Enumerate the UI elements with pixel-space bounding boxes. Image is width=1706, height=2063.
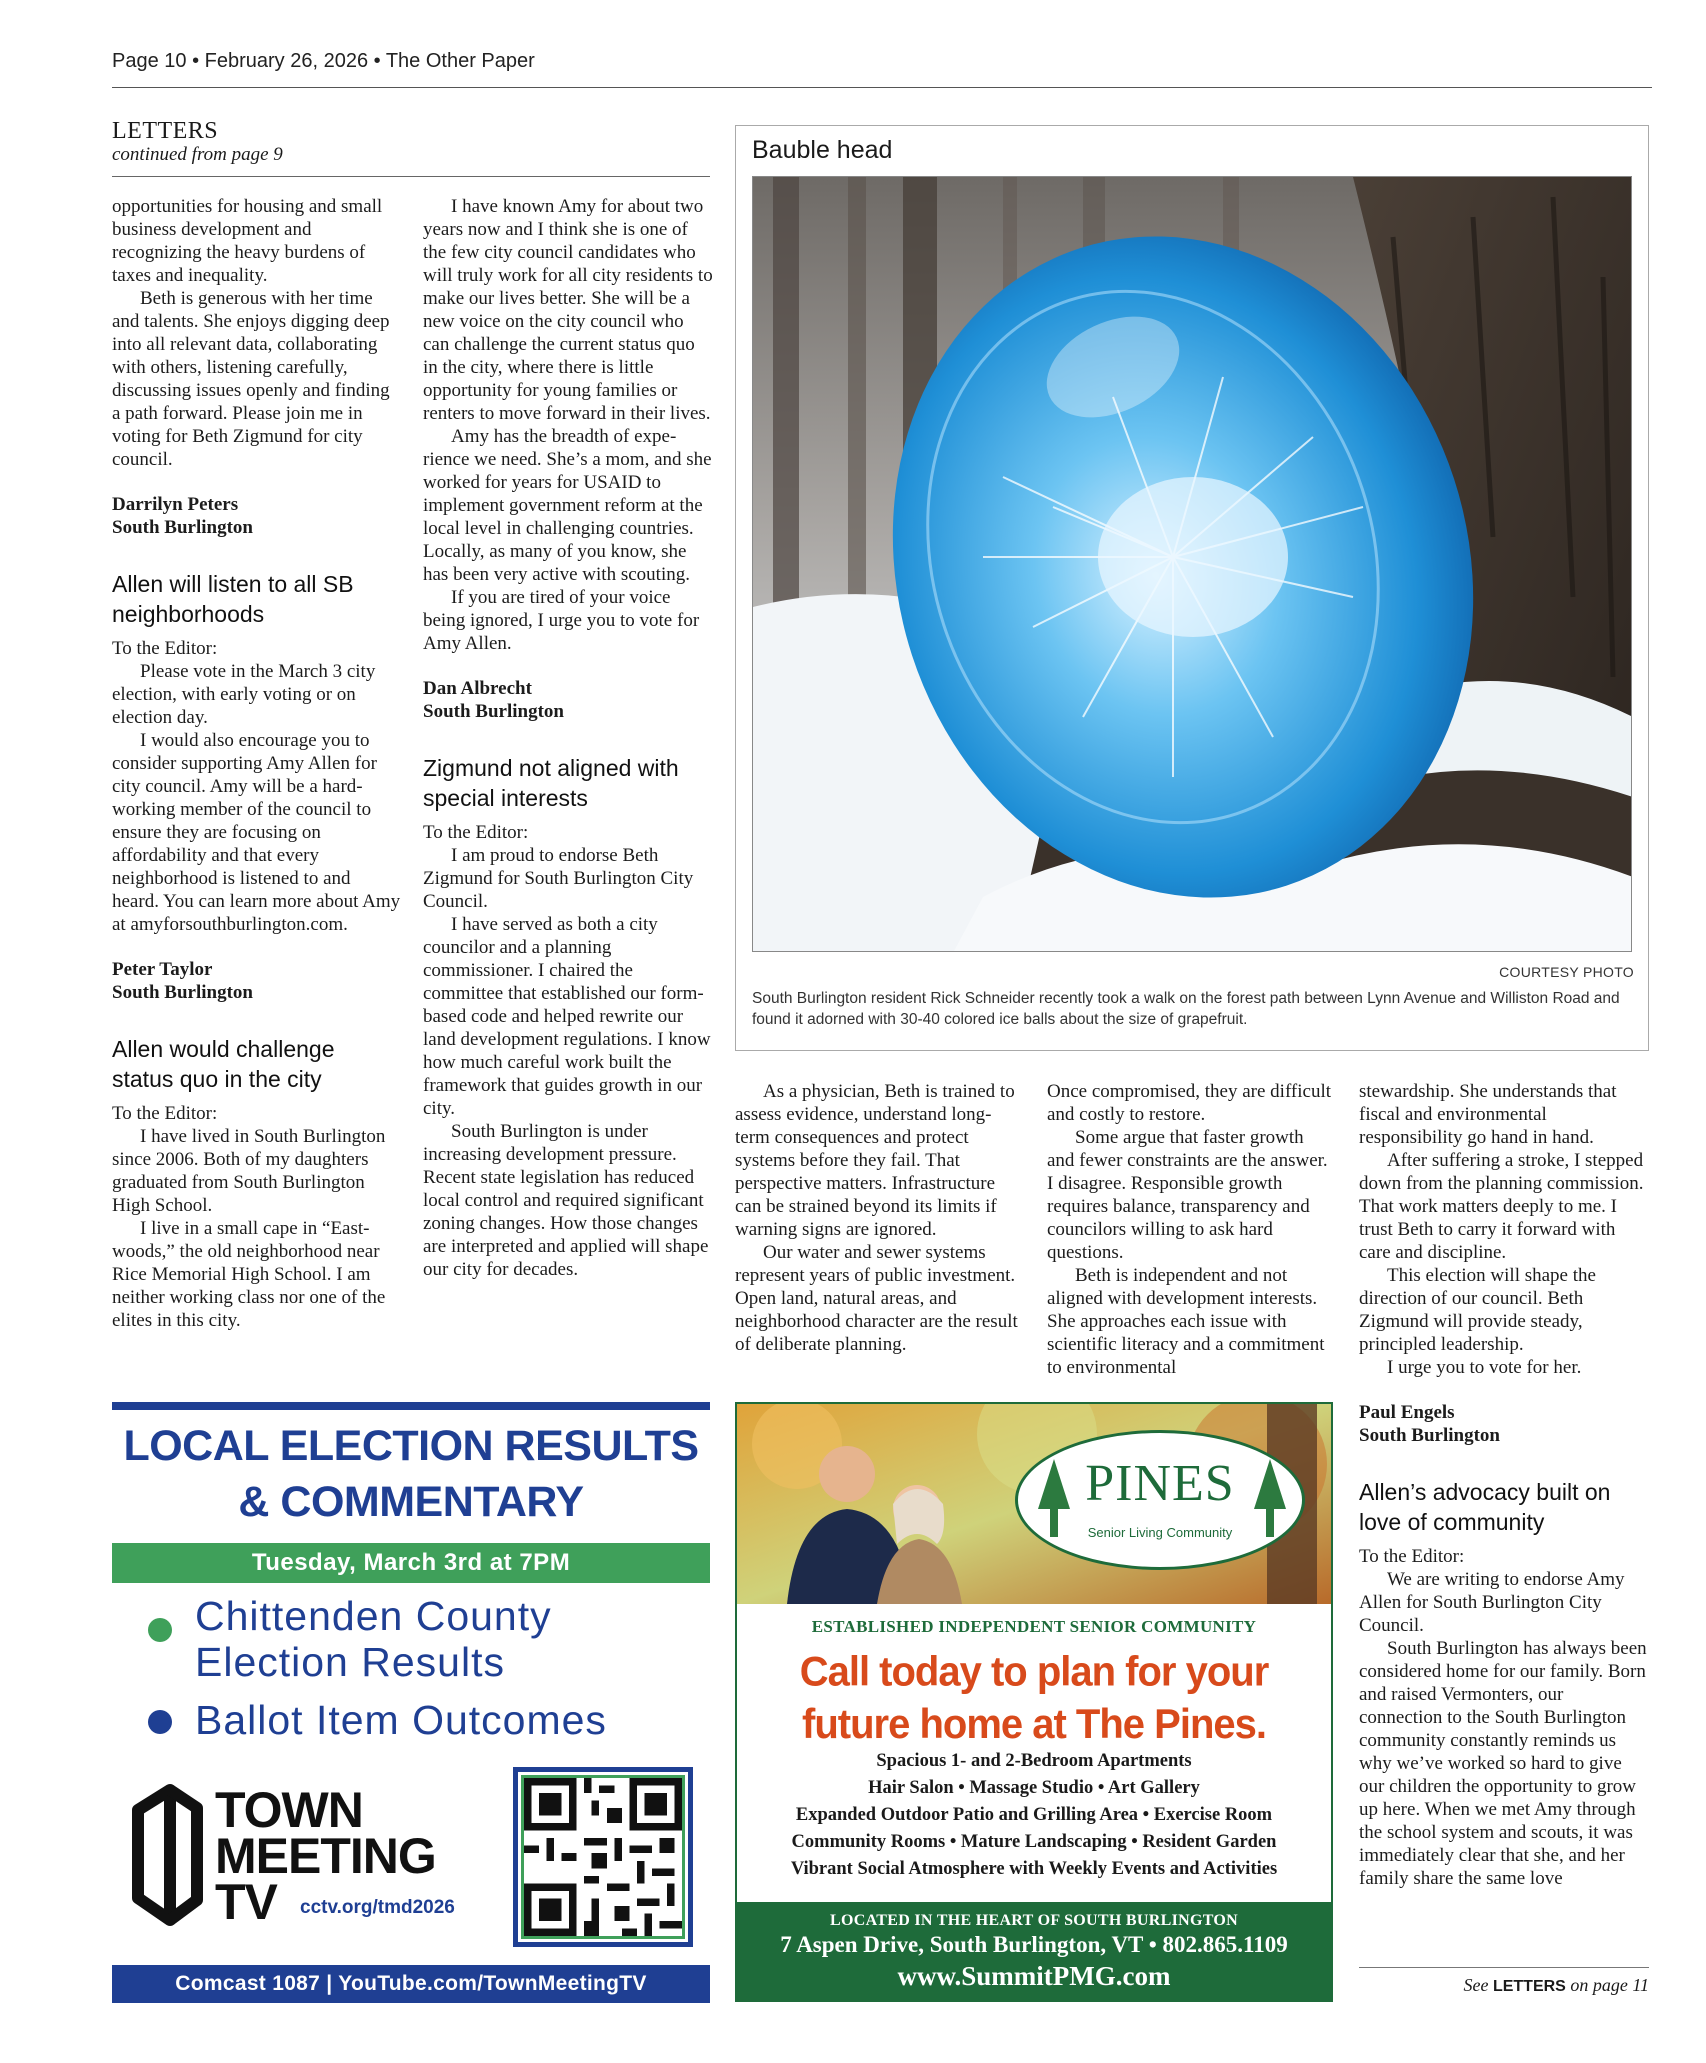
bullet-item <box>195 1593 552 1685</box>
pines-logo <box>1015 1430 1305 1570</box>
paragraph: Beth is generous with her time and talents. She enjoys digging deep into all relevant data, collaborating with others, listening carefully, discussing issues openly and finding a path forward. Please join me in voting for Beth Zigmund for city council. <box>112 288 390 470</box>
election-ad-title <box>112 1418 710 1530</box>
ice-ball-illustration <box>753 177 1632 952</box>
pines-feature: Expanded Outdoor Patio and Grilling Area • Exercise Room <box>795 1805 1273 1825</box>
paragraph: opportunities for housing and small business development and recognizing the heavy burdens of taxes and inequality. <box>112 196 383 286</box>
bullet-item: Ballot Item Outcomes <box>195 1697 607 1743</box>
column-4 <box>1047 1080 1332 1379</box>
pines-website[interactable]: www.SummitPMG.com <box>897 1961 1171 1991</box>
header-rule <box>112 87 1652 88</box>
continued-note: continued from page 9 <box>112 144 283 165</box>
signature-town: South Burlington <box>112 982 253 1003</box>
town-meeting-tv-logo-icon <box>130 1780 205 1930</box>
paragraph: South Burlington is under increasing development pressure. Recent state legislation has reduced local control and required significant zoning changes. How those changes are interpreted and applied will shape our city for decades. <box>423 1121 709 1280</box>
paragraph: I would also encourage you to consider supporting Amy Allen for city council. Amy will be a hard-working member of the council to ensure they are focusing on affordability and that every neighborhood is listened to and heard. You can learn more about Amy at amyforsouthburlington.com. <box>112 730 401 935</box>
paragraph: Our water and sewer systems represent years of public investment. Open land, natural areas, and neighborhood character are the result of deliberate planning. <box>735 1242 1018 1355</box>
paragraph: I have served as both a city councilor and a planning commissioner. I chaired the committee that established our form-based code and helped rewrite our land development regulations. I know how much careful work built the framework that guides growth in our city. <box>423 914 711 1119</box>
pines-feature: Spacious 1- and 2-Bedroom Apartments <box>876 1751 1192 1771</box>
signature-name: Peter Taylor <box>112 959 213 980</box>
pines-established: ESTABLISHED INDEPENDENT SENIOR COMMUNITY <box>811 1617 1257 1636</box>
paragraph: I have lived in South Burlington since 2006. Both of my daughters graduated from South Burlington High School. <box>112 1126 386 1216</box>
signature-town: South Burlington <box>423 701 564 722</box>
bullet-line: Chittenden County <box>195 1593 552 1639</box>
pines-call-to-action <box>737 1646 1331 1751</box>
letter-headline: Allen’s advocacy built on love of community <box>1359 1479 1611 1535</box>
pines-logo-text: PINES <box>1085 1455 1235 1512</box>
photo-title: Bauble head <box>752 136 893 164</box>
call-line: future home at The Pines. <box>802 1701 1266 1748</box>
election-date-bar: Tuesday, March 3rd at 7PM <box>112 1543 710 1583</box>
jump-section: LETTERS <box>1492 1978 1566 1995</box>
jump-suffix: on page 11 <box>1570 1975 1649 1995</box>
signature-town: South Burlington <box>1359 1425 1500 1446</box>
pines-feature: Vibrant Social Atmosphere with Weekly Events and Activities <box>790 1859 1278 1879</box>
pines-address: 7 Aspen Drive, South Burlington, VT • 802.865.1109 <box>780 1932 1288 1957</box>
paragraph: As a physician, Beth is trained to assess evidence, understand long-term consequences and protect systems before they fail. That perspective matters. Infrastructure can be strained beyond its limits if warning signs are ignored. <box>735 1081 1015 1240</box>
photo-caption: South Burlington resident Rick Schneider recently took a walk on the forest path between Lynn Avenue and Williston Road and found it adorned with 30-40 colored ice balls about the size of grapefruit. <box>752 990 1620 1028</box>
paragraph: Beth is independent and not aligned with development interests. She approaches each issue with scientific literacy and a commitment to environmental <box>1047 1265 1325 1378</box>
paragraph: I have known Amy for about two years now and I think she is one of the few city council candidates who will truly work for all city residents to make our lives better. She will be a new voice on the city council who can challenge the current status quo in the city, where there is little opportunity for young families or renters to move forward in their lives. <box>423 196 713 424</box>
column-1 <box>112 195 402 1332</box>
election-ad-title-line: LOCAL ELECTION RESULTS <box>123 1422 699 1470</box>
paragraph: Amy has the breadth of experience we need. She’s a mom, and she worked for years for USAID to implement government reform at the local level in challenging countries. Locally, as many of you know, she has been very active with scouting. <box>423 426 712 585</box>
letter-signature <box>112 493 402 539</box>
wordmark-line: MEETING <box>215 1828 436 1884</box>
paragraph: stewardship. She understands that fiscal and environmental responsibility go hand in hand. <box>1359 1081 1617 1148</box>
blue-bullet-icon <box>148 1710 172 1734</box>
wordmark-line: TOWN <box>215 1782 363 1838</box>
column-5 <box>1359 1080 1649 1890</box>
bullet-line: Election Results <box>195 1639 505 1685</box>
qr-code-icon[interactable] <box>521 1775 685 1939</box>
pines-location: LOCATED IN THE HEART OF SOUTH BURLINGTON <box>830 1912 1238 1929</box>
election-ad-top-bar <box>112 1402 710 1410</box>
paragraph: If you are tired of your voice being ignored, I urge you to vote for Amy Allen. <box>423 587 700 654</box>
letter-signature <box>112 958 402 1004</box>
letter-headline: Allen would challenge status quo in the city <box>112 1036 335 1092</box>
jump-line <box>1463 1975 1649 1996</box>
pines-ad-footer <box>737 1902 1331 2000</box>
running-head: Page 10 • February 26, 2026 • The Other Paper <box>112 50 535 72</box>
wordmark-line: TV <box>215 1874 277 1930</box>
salutation: To the Editor: <box>1359 1546 1465 1567</box>
paragraph: Some argue that faster growth and fewer constraints are the answer. I disagree. Responsible growth requires balance, transparency and councilors willing to ask hard questions. <box>1047 1127 1328 1263</box>
paragraph: This election will shape the direction of our council. Beth Zigmund will provide steady, principled leadership. <box>1359 1265 1596 1355</box>
green-bullet-icon <box>148 1618 172 1642</box>
signature-name: Paul Engels <box>1359 1402 1455 1423</box>
jump-prefix: See <box>1463 1975 1489 1995</box>
letter-signature <box>1359 1401 1649 1447</box>
section-label: LETTERS <box>112 118 219 144</box>
election-ad-bottom-bar: Comcast 1087 | YouTube.com/TownMeetingTV <box>112 1965 710 2003</box>
section-rule <box>112 176 710 177</box>
column-2 <box>423 195 713 1281</box>
letter-signature <box>423 677 713 723</box>
letter-headline: Zigmund not aligned with special interests <box>423 755 679 811</box>
election-ad-title-line: & COMMENTARY <box>238 1478 584 1526</box>
photo-credit: COURTESY PHOTO <box>1499 964 1634 980</box>
paragraph: South Burlington has always been considered home for our family. Born and raised Vermonters, our connection to the South Burlington community constantly reminds us why we’ve worked so hard to give our children the opportunity to grow up here. When we met Amy through the school system and scouts, it was immediately clear that she, and her family share the same love <box>1359 1638 1647 1889</box>
paragraph: I live in a small cape in “Eastwoods,” the old neighborhood near Rice Memorial High School. I am neither working class nor one of the elites in this city. <box>112 1218 386 1331</box>
signature-town: South Burlington <box>112 517 253 538</box>
paragraph: We are writing to endorse Amy Allen for South Burlington City Council. <box>1359 1569 1625 1636</box>
call-line: Call today to plan for your <box>799 1648 1269 1695</box>
salutation: To the Editor: <box>112 1103 218 1124</box>
salutation: To the Editor: <box>112 638 218 659</box>
paragraph: After suffering a stroke, I stepped down from the planning commission. That work matters deeply to me. I trust Beth to carry it forward with care and discipline. <box>1359 1150 1644 1263</box>
signature-name: Darrilyn Peters <box>112 494 239 515</box>
ice-ball-photo <box>752 176 1632 952</box>
pines-feature: Hair Salon • Massage Studio • Art Gallery <box>868 1778 1200 1798</box>
letter-headline: Allen will listen to all SB neighborhoods <box>112 571 354 627</box>
paragraph: Once compromised, they are difficult and costly to restore. <box>1047 1081 1332 1125</box>
salutation: To the Editor: <box>423 822 529 843</box>
jump-rule <box>1359 1967 1649 1968</box>
signature-name: Dan Albrecht <box>423 678 532 699</box>
pines-feature: Community Rooms • Mature Landscaping • Resident Garden <box>791 1832 1277 1852</box>
paragraph: Please vote in the March 3 city election, with early voting or on election day. <box>112 661 376 728</box>
pines-logo-subtitle: Senior Living Community <box>1087 1525 1233 1540</box>
column-3 <box>735 1080 1020 1356</box>
paragraph: I am proud to endorse Beth Zigmund for South Burlington City Council. <box>423 845 694 912</box>
tmtv-url[interactable]: cctv.org/tmd2026 <box>300 1897 455 1918</box>
paragraph: I urge you to vote for her. <box>1387 1357 1582 1378</box>
